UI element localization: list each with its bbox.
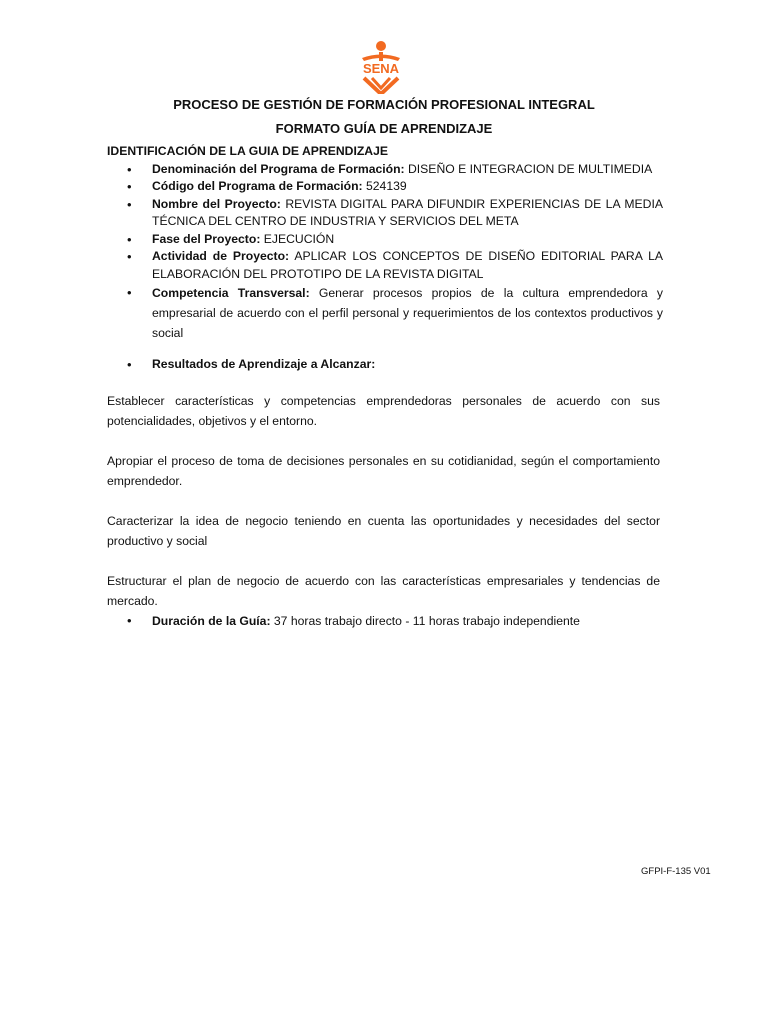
bullet-icon: • bbox=[127, 249, 132, 264]
list-item bbox=[107, 178, 663, 196]
duration-list bbox=[107, 611, 663, 631]
document-title: PROCESO DE GESTIÓN DE FORMACIÓN PROFESIONAL INTEGRAL bbox=[173, 97, 595, 112]
list-item bbox=[107, 357, 663, 371]
list-item bbox=[107, 248, 663, 283]
list-item bbox=[107, 196, 663, 231]
section-title: IDENTIFICACIÓN DE LA GUIA DE APRENDIZAJE bbox=[107, 144, 389, 158]
learning-outcome-paragraph: Estructurar el plan de negocio de acuerdo con las características empresariales y tendencias de mercado. bbox=[107, 574, 660, 608]
item-label: Nombre del Proyecto: bbox=[152, 196, 281, 211]
learning-outcome-paragraph: Establecer características y competencias emprendedoras personales de acuerdo con sus potencialidades, objetivos y el entorno. bbox=[107, 394, 660, 428]
bullet-icon: • bbox=[127, 357, 132, 372]
item-label: Código del Programa de Formación bbox=[152, 179, 359, 193]
identification-list bbox=[107, 161, 663, 344]
list-item bbox=[107, 611, 663, 631]
item-label: Fase del Proyecto: bbox=[152, 231, 261, 246]
bullet-icon: • bbox=[127, 179, 132, 194]
duration-section bbox=[107, 611, 663, 631]
item-label: Competencia Transversal bbox=[152, 286, 306, 300]
item-value: 524139 bbox=[362, 179, 407, 193]
item-label: Actividad de Proyecto bbox=[152, 249, 286, 263]
list-item bbox=[107, 283, 663, 343]
list-item bbox=[107, 231, 663, 249]
learning-outcome-paragraph: Caracterizar la idea de negocio teniendo en cuenta las oportunidades y necesidades del sector productivo y social bbox=[107, 514, 660, 548]
bullet-icon: • bbox=[127, 161, 132, 177]
bullet-icon: • bbox=[127, 613, 132, 628]
item-separator: : bbox=[400, 161, 405, 176]
item-separator: : bbox=[305, 286, 310, 300]
item-separator: : bbox=[358, 179, 363, 193]
item-separator: : bbox=[285, 249, 290, 263]
item-value: REVISTA DIGITAL PARA DIFUNDIR EXPERIENCIAS DE LA MEDIA TÉCNICA DEL CENTRO DE INDUSTRIA Y SERVICIOS DEL META bbox=[152, 196, 663, 228]
duration-value: 37 horas trabajo directo - 11 horas trabajo independiente bbox=[270, 614, 580, 628]
bullet-icon: • bbox=[127, 231, 132, 247]
results-heading bbox=[107, 357, 663, 371]
results-list bbox=[107, 357, 663, 371]
form-code: GFPI-F-135 V01 bbox=[641, 866, 711, 877]
learning-outcome-paragraph: Apropiar el proceso de toma de decisiones personales en su cotidianidad, según el comportamiento emprendedor. bbox=[107, 454, 660, 488]
item-value: EJECUCIÓN bbox=[260, 231, 335, 246]
results-label: Resultados de Aprendizaje a Alcanzar: bbox=[152, 357, 376, 371]
logo-text: SENA bbox=[362, 61, 400, 76]
item-value: APLICAR LOS CONCEPTOS DE DISEÑO EDITORIAL PARA LA ELABORACIÓN DEL PROTOTIPO DE LA REVISTA DIGITAL bbox=[152, 249, 663, 281]
bullet-icon: • bbox=[127, 285, 132, 300]
item-label: Denominación del Programa de Formación bbox=[152, 161, 401, 176]
item-value: Generar procesos propios de la cultura emprendedora y empresarial de acuerdo con el perfil personal y requerimientos de los contextos productivos y social bbox=[152, 286, 664, 340]
identification-section bbox=[107, 143, 663, 343]
list-item bbox=[107, 161, 663, 179]
item-value: DISEÑO E INTEGRACION DE MULTIMEDIA bbox=[404, 161, 653, 176]
bullet-icon: • bbox=[127, 196, 132, 212]
duration-label: Duración de la Guía: bbox=[152, 614, 271, 628]
sena-logo-icon bbox=[352, 38, 410, 94]
document-subtitle: FORMATO GUÍA DE APRENDIZAJE bbox=[275, 121, 493, 136]
